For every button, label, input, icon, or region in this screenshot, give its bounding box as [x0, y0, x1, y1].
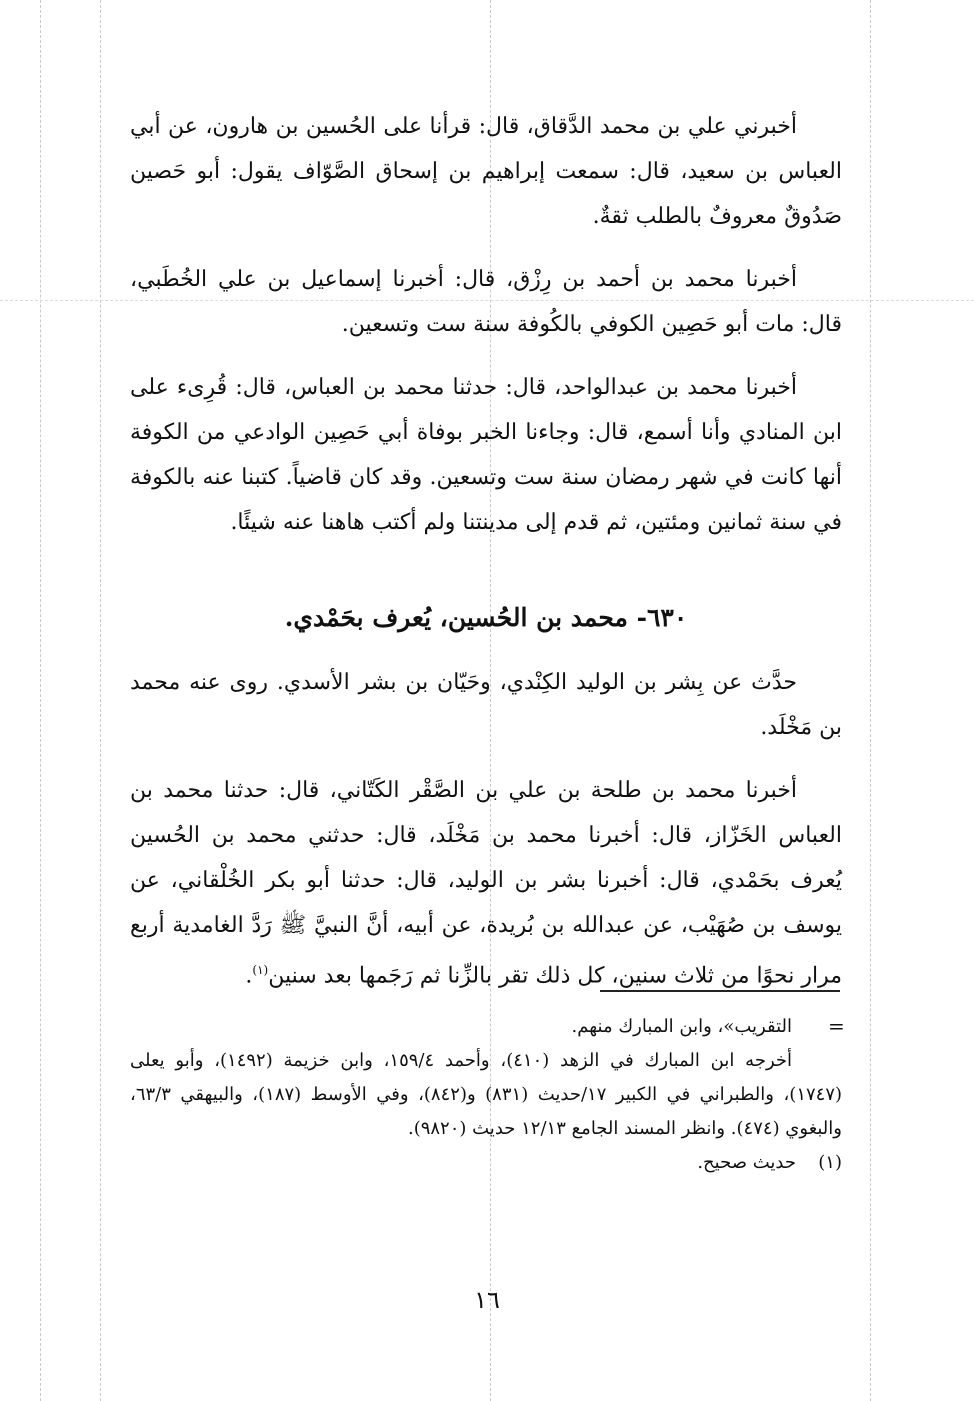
footnote-marker: (١): [252, 963, 269, 977]
footnotes: [130, 1010, 842, 1180]
page-number: ١٦: [474, 1286, 500, 1314]
body-text-upper: [130, 104, 842, 563]
footnote-item: [130, 1146, 842, 1180]
paragraph: أخبرني علي بن محمد الدَّقاق، قال: قرأنا على الحُسين بن هارون، عن أبي العباس بن سعيد، قال: سمعت إبراهيم بن إسحاق الصَّوّاف يقول: أبو حَصين صَدُوقٌ معروفٌ بالطلب ثقةٌ.: [130, 114, 842, 229]
footnote-number: (١): [818, 1152, 842, 1173]
entry-heading: ٦٣٠- محمد بن الحُسين، يُعرف بحَمْدي.: [284, 603, 688, 632]
paragraph-text: أخبرنا محمد بن طلحة بن علي بن الصَّقْر الكَتّاني، قال: حدثنا محمد بن العباس الخَزّاز، قال: أخبرنا محمد بن مَخْلَد، قال: حدثني محمد بن الحُسين يُعرف بحَمْدي، قال: أخبرنا بشر بن الوليد، قال: حدثنا أبو بكر الخُلْقاني، عن يوسف بن صُهَيْب، عن عبدالله بن بُريدة، عن أبيه، أنَّ النبيَّ ﷺ رَدَّ الغامدية أربع مرار نحوًا من ثلاث سنين، كل ذلك تقر بالزِّنا ثم رَجَمها بعد سنين: [130, 778, 842, 989]
paragraph: حدَّث عن بِشر بن الوليد الكِنْدي، وحَيّان بن بشر الأسدي. روى عنه محمد بن مَخْلَد.: [130, 670, 842, 740]
scan-margin-line: [40, 0, 41, 1401]
scan-margin-line: [870, 0, 871, 1401]
paragraph: أخبرنا محمد بن عبدالواحد، قال: حدثنا محمد بن العباس، قال: قُرِىء على ابن المنادي وأنا أسمع، قال: وجاءنا الخبر بوفاة أبي حَصِين الوادعي من الكوفة أنها كانت في شهر رمضان سنة ست وتسعين. وقد كان قاضياً. كتبنا عنه بالكوفة في سنة ثمانين ومئتين، ثم قدم إلى مدينتنا ولم أكتب هاهنا عنه شيئًا.: [130, 375, 842, 535]
body-text-lower: [130, 660, 842, 1016]
footnote-text: حديث صحيح.: [697, 1152, 796, 1173]
footnote-line: أخرجه ابن المبارك في الزهد (٤١٠)، وأحمد ١٥٩/٤، وابن خزيمة (١٤٩٢)، وأبو يعلى (١٧٤٧)، والطبراني في الكبير ١٧/حديث (٨٣١) و(٨٤٢)، وفي الأوسط (١٨٧)، والبيهقي ٦٣/٣، والبغوي (٤٧٤). وانظر المسند الجامع ١٢/١٣ حديث (٩٨٢٠).: [130, 1050, 843, 1139]
paragraph: أخبرنا محمد بن طلحة بن علي بن الصَّقْر الكَتّاني، قال: حدثنا محمد بن العباس الخَزّاز، قال: أخبرنا محمد بن مَخْلَد، قال: حدثني محمد بن الحُسين يُعرف بحَمْدي، قال: أخبرنا بشر بن الوليد، قال: حدثنا أبو بكر الخُلْقاني، عن يوسف بن صُهَيْب، عن عبدالله بن بُريدة، عن أبيه، أنَّ النبيَّ ﷺ رَدَّ الغامدية أربع مرار نحوًا من ثلاث سنين، كل ذلك تقر بالزِّنا ثم رَجَمها بعد سنين$^{(١)}$.: [130, 778, 842, 989]
footnote-separator: [600, 990, 840, 992]
continuation-mark: =: [828, 1014, 845, 1038]
footnote-line: التقريب»، وابن المبارك منهم.: [571, 1016, 792, 1037]
scan-margin-line: [100, 0, 101, 1401]
paragraph: أخبرنا محمد بن أحمد بن رِزْق، قال: أخبرنا إسماعيل بن علي الخُطَبي، قال: مات أبو حَصِين الكوفي بالكُوفة سنة ست وتسعين.: [130, 267, 842, 337]
